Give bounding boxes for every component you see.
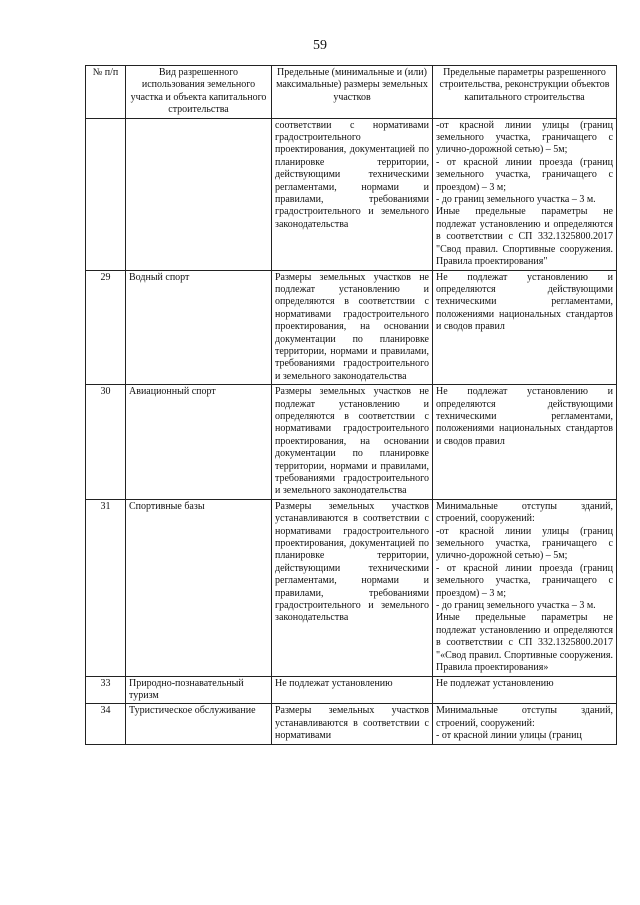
row-build-params: Минимальные отступы зданий, строений, сооружений: -от красной линии улицы (границ земельного участка, граничащего с улично-дорожной сетью) – 5м; - от красной линии проезда (границ земельного участка, граничащего с проездом) – 3 м; - до границ земельного участка – 3 м. Иные предельные параметры не подлежат установлению и определяются в соответствии с СП 332.1325800.2017 "«Свод правил. Спортивные сооружения. Правила проектирования» bbox=[433, 499, 617, 676]
row-build-params: Минимальные отступы зданий, строений, сооружений: - от красной линии улицы (границ bbox=[433, 704, 617, 744]
header-build-params: Предельные параметры разрешенного строительства, реконструкции объектов капитального строительства bbox=[433, 66, 617, 119]
table-row bbox=[86, 676, 617, 704]
row-plot-sizes: Размеры земельных участков не подлежат установлению и определяются в соответствии с нормативами градостроительного проектирования, на основании документации по планировке территории, нормами и правилами, требованиями градостроительного и земельного законодательства bbox=[272, 270, 433, 385]
row-use-type: Авиационный спорт bbox=[126, 385, 272, 500]
row-build-params: Не подлежат установлению и определяются действующими техническими регламентами, положениями национальных стандартов и сводов правил bbox=[433, 270, 617, 385]
row-use-type: Водный спорт bbox=[126, 270, 272, 385]
header-plot-sizes: Предельные (минимальные и (или) максимальные) размеры земельных участков bbox=[272, 66, 433, 119]
row-plot-sizes: Размеры земельных участков не подлежат установлению и определяются в соответствии с нормативами градостроительного проектирования, на основании документации по планировке территории, нормами и правилами, требованиями градостроительного и земельного законодательства bbox=[272, 385, 433, 500]
table-row bbox=[86, 270, 617, 385]
row-num: 31 bbox=[86, 499, 126, 676]
header-num: № п/п bbox=[86, 66, 126, 119]
row-plot-sizes: Размеры земельных участков устанавливаются в соответствии с нормативами bbox=[272, 704, 433, 744]
row-num: 34 bbox=[86, 704, 126, 744]
row-build-params: Не подлежат установлению и определяются действующими техническими регламентами, положениями национальных стандартов и сводов правил bbox=[433, 385, 617, 500]
table-row bbox=[86, 499, 617, 676]
row-num: 29 bbox=[86, 270, 126, 385]
row-use-type: Туристическое обслуживание bbox=[126, 704, 272, 744]
row-use-type: Спортивные базы bbox=[126, 499, 272, 676]
row-num bbox=[86, 118, 126, 270]
page-number: 59 bbox=[313, 38, 327, 53]
row-plot-sizes: Размеры земельных участков устанавливаются в соответствии с нормативами градостроительного проектирования, документацией по планировке территории, действующими техническими регламентами, нормами и правилами, требованиями градостроительного и земельного законодательства bbox=[272, 499, 433, 676]
row-num: 33 bbox=[86, 676, 126, 704]
table-row bbox=[86, 118, 617, 270]
row-build-params: -от красной линии улицы (границ земельного участка, граничащего с улично-дорожной сетью) – 5м; - от красной линии проезда (границ земельного участка, граничащего с проездом) – 3 м; - до границ земельного участка – 3 м. Иные предельные параметры не подлежат установлению и определяются в соответствии с СП 332.1325800.2017 "Свод правил. Спортивные сооружения. Правила проектирования" bbox=[433, 118, 617, 270]
row-build-params: Не подлежат установлению bbox=[433, 676, 617, 704]
header-use-type: Вид разрешенного использования земельного участка и объекта капитального строительства bbox=[126, 66, 272, 119]
row-plot-sizes: Не подлежат установлению bbox=[272, 676, 433, 704]
row-use-type bbox=[126, 118, 272, 270]
table-row bbox=[86, 704, 617, 744]
row-use-type: Природно-познавательный туризм bbox=[126, 676, 272, 704]
table-row bbox=[86, 385, 617, 500]
regulations-table bbox=[85, 65, 617, 745]
row-plot-sizes: соответствии с нормативами градостроительного проектирования, документацией по планировке территории, действующими техническими регламентами, нормами и правилами, требованиями градостроительного и земельного законодательства bbox=[272, 118, 433, 270]
table-header-row bbox=[86, 66, 617, 119]
row-num: 30 bbox=[86, 385, 126, 500]
